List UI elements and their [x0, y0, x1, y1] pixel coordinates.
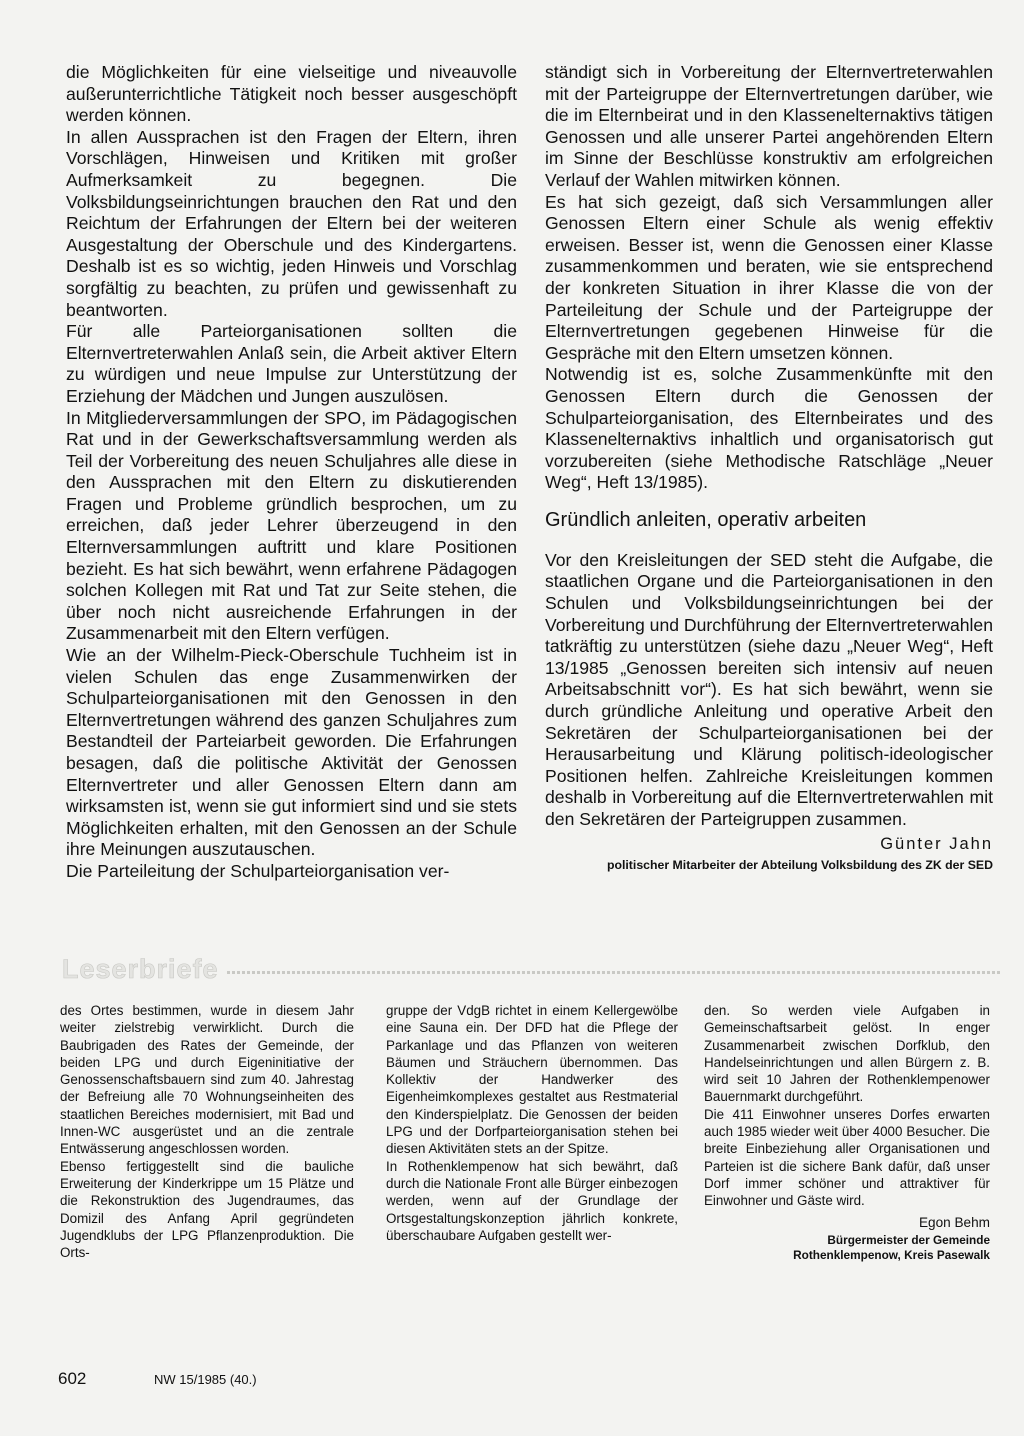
article-column-1 — [66, 62, 517, 883]
letters-section-header — [62, 952, 1002, 988]
page-number: 602 — [58, 1369, 87, 1388]
letter-column-2 — [386, 1002, 678, 1244]
article-paragraph: ständigt sich in Vorbereitung der Elternvertreterwahlen mit der Parteigruppe der Elternvertretungen darüber, wie die im Elternbeirat und in den Klassenelternaktivs tätigen Genossen und alle unserer Partei angehörenden Eltern im Sinne der Beschlüsse konstruktiv am erfolgreichen Verlauf der Wahlen mitwirken können. — [545, 62, 993, 190]
signature-location: Rothenklempenow, Kreis Pasewalk — [793, 1247, 990, 1262]
letter-paragraph: In Rothenklempenow hat sich bewährt, daß durch die Nationale Front alle Bürger einbezogen werden, wenn auf der Grundlage der Ortsgestaltungskonzeption jährlich konkrete, überschaubare Aufgaben gestellt wer- — [386, 1158, 678, 1243]
letter-column-1 — [60, 1002, 354, 1261]
author-role: politischer Mitarbeiter der Abteilung Volksbildung des ZK der SED — [606, 857, 993, 872]
letters-section-label: Leserbriefe — [62, 954, 219, 984]
page-footer — [58, 1368, 458, 1392]
issue-reference: NW 15/1985 (40.) — [154, 1372, 257, 1387]
letter-column-3 — [704, 1002, 990, 1263]
article-paragraph: Die Parteileitung der Schulparteiorganisation ver- — [66, 860, 450, 881]
letter-paragraph: Ebenso fertiggestellt sind die bauliche Erweiterung der Kinderkrippe um 15 Plätze und die Rekonstruktion des Jugendraumes, das Domizil des Anfang April gegründeten Jugendklubs der LPG Pflanzenproduktion. Die Orts- — [60, 1158, 354, 1261]
signature-role: Bürgermeister der Gemeinde — [827, 1232, 990, 1247]
article-column-2 — [545, 62, 993, 874]
signature-name: Egon Behm — [918, 1214, 990, 1230]
article-paragraph: In allen Aussprachen ist den Fragen der Eltern, ihren Vorschlägen, Hinweisen und Kritiken mit großer Aufmerksamkeit zu begegnen. Die Volksbildungseinrichtungen brauchen den Rat und den Reichtum der Erfahrungen der Eltern bei der weiteren Ausgestaltung der Oberschule und des Kindergartens. Deshalb ist es so wichtig, jeden Hinweis und Vorschlag sorgfältig zu beachten, zu prüfen und gewissenhaft zu beantworten. — [66, 126, 517, 320]
section-divider — [227, 971, 1002, 974]
article-paragraph: Wie an der Wilhelm-Pieck-Oberschule Tuchheim ist in vielen Schulen das enge Zusammenwirken der Schulparteiorganisationen mit den Genossen in den Elternvertretungen während des ganzen Schuljahres zum Bestandteil der Parteiarbeit geworden. Die Erfahrungen besagen, daß die politische Aktivität der Genossen Elternvertreter und aller Genossen Eltern dann am wirksamsten ist, wenn sie gut informiert sind und sie stets Möglichkeiten erhalten, mit den Genossen an der Schule ihre Meinungen auszutauschen. — [66, 645, 517, 860]
letter-paragraph: des Ortes bestimmen, wurde in diesem Jahr weiter zielstrebig verwirklicht. Durch die Baubrigaden des Rates der Gemeinde, der beiden LPG und durch Eigeninitiative der Genossenschaftsbauern sind zum 40. Jahrestag der Befreiung alle 70 Wohnungseinheiten des staatlichen Bereiches modernisiert, mit Bad und Innen-WC ausgerüstet und an die zentrale Entwässerung angeschlossen worden. — [60, 1003, 354, 1157]
letter-paragraph: den. So werden viele Aufgaben in Gemeinschaftsarbeit gelöst. In enger Zusammenarbeit zwischen Dorfklub, den Handelseinrichtungen und allen Bürgern z. B. wird seit 10 Jahren der Rothenklempenower Bauernmarkt durchgeführt. — [704, 1003, 990, 1105]
article-paragraph: Es hat sich gezeigt, daß sich Versammlungen aller Genossen Eltern einer Schule als wenig effektiv erweisen. Besser ist, wenn die Genossen einer Klasse zusammenkommen und beraten, wie sie entsprechend der konkreten Situation in ihrer Klasse die von der Parteileitung der Schule und der Parteigruppe der Elternvertretungen gegebenen Hinweise für die Gespräche mit den Eltern umsetzen können. — [545, 191, 993, 363]
article-paragraph: Für alle Parteiorganisationen sollten die Elternvertreterwahlen Anlaß sein, die Arbeit aktiver Eltern zu würdigen und neue Impulse zur Unterstützung der Erziehung der Mädchen und Jungen auszulösen. — [66, 321, 517, 406]
article-paragraph: In Mitgliederversammlungen der SPO, im Pädagogischen Rat und in der Gewerkschaftsversammlung werden als Teil der Vorbereitung des neuen Schuljahres alle diese in den Aussprachen mit den Eltern zu diskutierenden Fragen und Probleme gründlich besprochen, um zu erreichen, daß jeder Lehrer überzeugend in den Elternversammlungen auftritt und klare Positionen bezieht. Es hat sich bewährt, wenn erfahrene Pädagogen solchen Kollegen mit Rat und Tat zur Seite stehen, die über noch nicht ausreichende Erfahrungen in der Zusammenarbeit mit den Eltern verfügen. — [66, 407, 517, 644]
article-paragraph: Notwendig ist es, solche Zusammenkünfte mit den Genossen Eltern durch die Genossen der Schulparteiorganisation, des Elternbeirates und des Klassenelternaktivs inhaltlich und organisatorisch gut vorzubereiten (siehe Methodische Ratschläge „Neuer Weg“, Heft 13/1985). — [545, 364, 993, 493]
section-heading: Gründlich anleiten, operativ arbeiten — [545, 508, 867, 531]
letter-paragraph: gruppe der VdgB richtet in einem Kellergewölbe eine Sauna ein. Der DFD hat die Pflege der Parkanlage und das Pflanzen von weiteren Bäumen und Sträuchern übernommen. Das Kollektiv der Handwerker des Eigenheimkomplexes gestaltet aus Restmaterial den Kinderspielplatz. Die Genossen der beiden LPG und der Dorfparteiorganisation stehen bei diesen Aktivitäten stets an der Spitze. — [386, 1003, 678, 1157]
letter-paragraph: Die 411 Einwohner unseres Dorfes erwarten auch 1985 wieder weit über 4000 Besucher. Die breite Einbeziehung aller Organisationen und Parteien ist die sichere Bank dafür, daß unser Dorf immer schöner und attraktiver für Einwohner und Gäste wird. — [704, 1106, 990, 1209]
author-name: Günter Jahn — [880, 834, 993, 853]
article-paragraph: Vor den Kreisleitungen der SED steht die Aufgabe, die staatlichen Organe und die Parteiorganisationen in den Schulen und Volksbildungseinrichtungen bei der Vorbereitung und Durchführung der Elternvertreterwahlen tatkräftig zu unterstützen (siehe dazu „Neuer Weg“, Heft 13/1985 „Genossen bereiten sich intensiv auf neuen Arbeitsabschnitt vor“). Es hat sich bewährt, wenn sie durch gründliche Anleitung und operative Arbeit den Sekretären der Schulparteiorganisationen bei der Herausarbeitung und Klärung politisch-ideologischer Positionen helfen. Zahlreiche Kreisleitungen kommen deshalb in Vorbereitung auf die Elternvertreterwahlen mit den Sekretären der Parteigruppen zusammen. — [545, 549, 993, 829]
article-paragraph: die Möglichkeiten für eine vielseitige und niveauvolle außerunterrichtliche Tätigkeit noch besser ausgeschöpft werden können. — [66, 62, 517, 126]
